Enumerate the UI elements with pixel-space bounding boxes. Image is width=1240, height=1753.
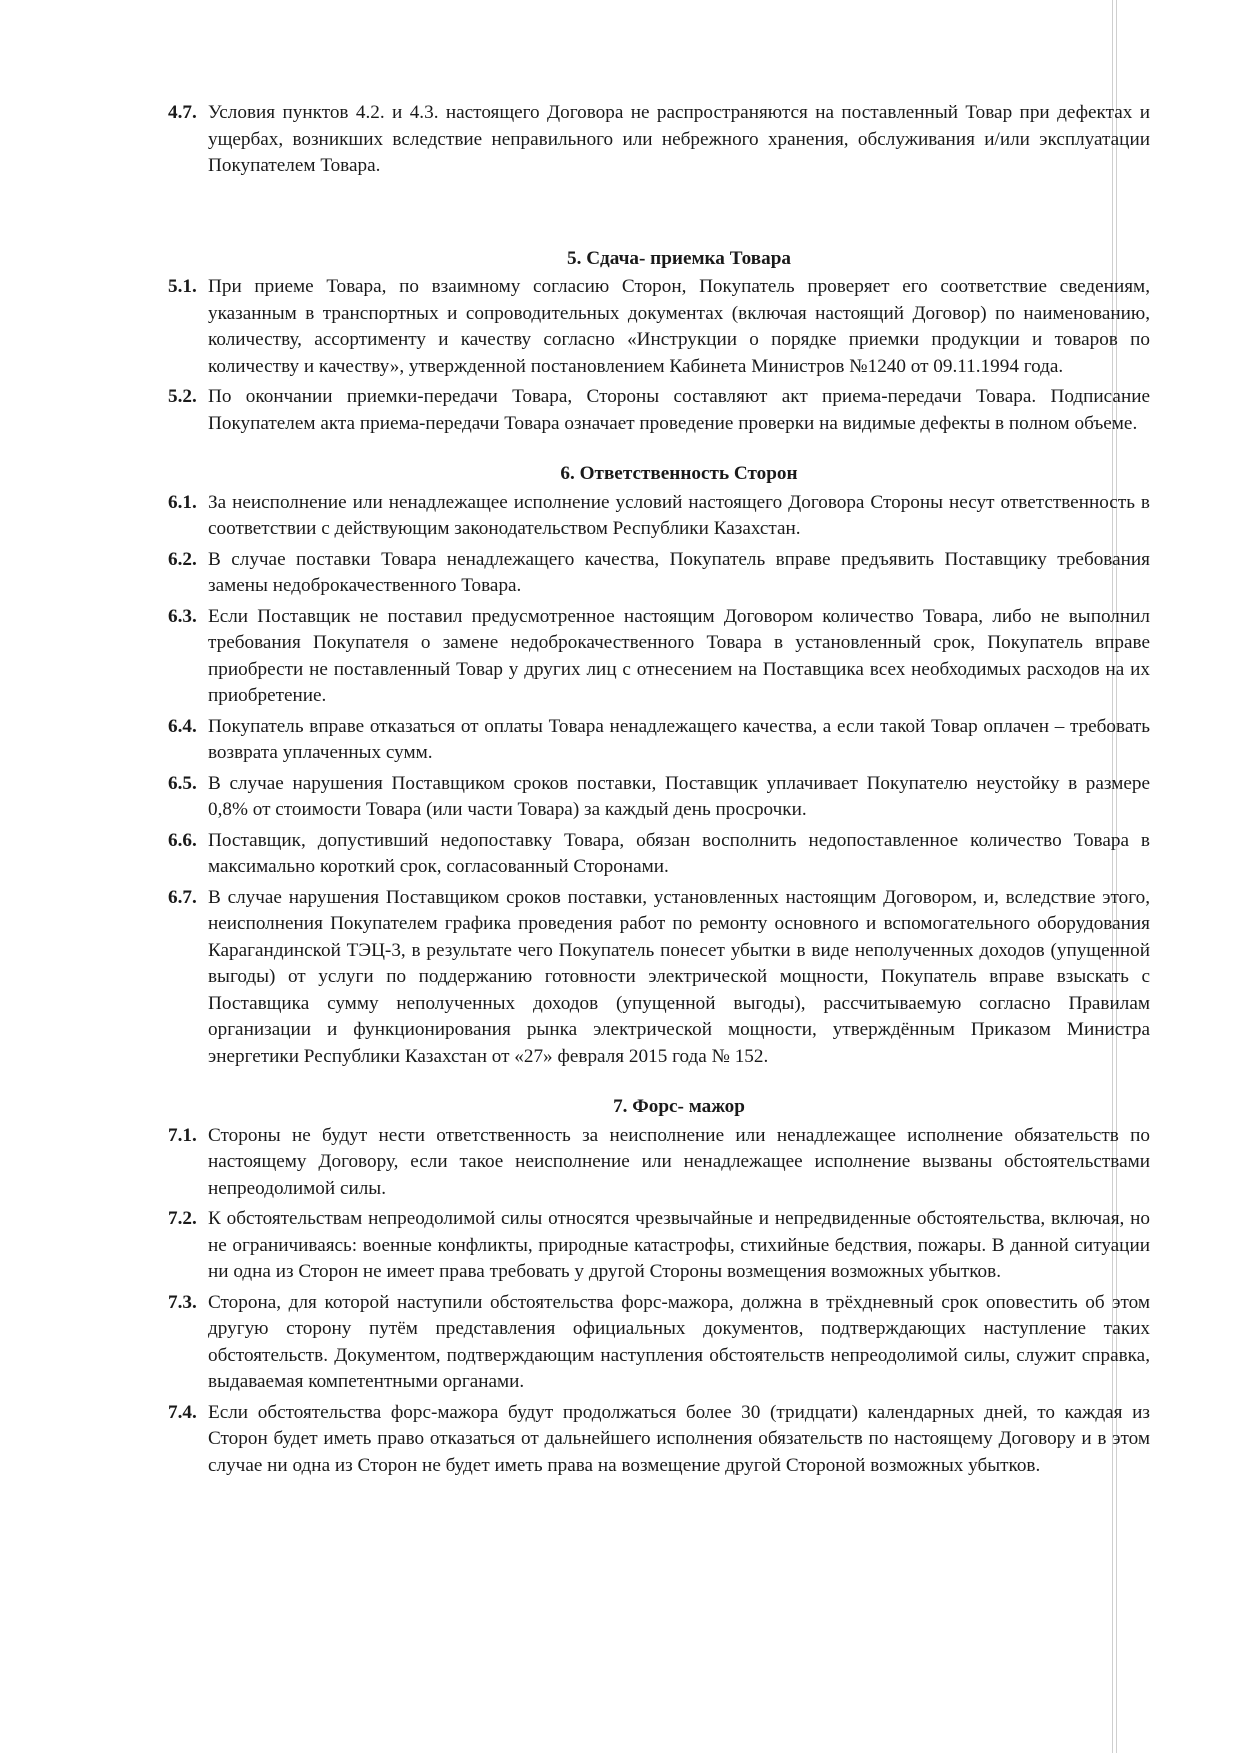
section-title-6: 6. Ответственность Сторон — [560, 463, 798, 484]
clause-number: 5.1. — [168, 276, 197, 297]
clause-text: К обстоятельствам непреодолимой силы относятся чрезвычайные и непредвиденные обстоятельства, включая, но не ограничиваясь: военные конфликты, природные катастрофы, стихийные бедствия, пожары. В данной ситуации ни одна из Сторон не имеет права требовать у другой Стороны возмещения возможных убытков. — [208, 1208, 1150, 1282]
clause-6-1 — [168, 490, 1150, 543]
clause-number: 6.3. — [168, 605, 197, 627]
clause-7-1 — [168, 1123, 1150, 1203]
document-page — [168, 100, 1150, 1483]
clause-number: 5.2. — [168, 386, 197, 407]
clause-text: Если обстоятельства форс-мажора будут продолжаться более 30 (тридцати) календарных дней, то каждая из Сторон будет иметь право отказаться от дальнейшего исполнения обязательств по настоящему Договору и в этом случае ни одна из Сторон не будет иметь права на возмещение другой Стороной возможных убытков. — [208, 1401, 1150, 1476]
clause-text: В случае нарушения Поставщиком сроков поставки, установленных настоящим Договором, и, вследствие этого, неисполнения Покупателем графика проведения работ по ремонту основного и вспомогательного оборудования Карагандинской ТЭЦ-3, в результате чего Покупатель понесет убытки в виде неполученных доходов (упущенной выгоды) от услуги по поддержанию готовности электрической мощности, Покупатель вправе взыскать с Поставщика сумму неполученных доходов (упущенной выгоды), рассчитываемую согласно Правилам организации и функционирования рынка электрической мощности, утверждённым Приказом Министра энергетики Республики Казахстан от «27» февраля 2015 года № 152. — [208, 886, 1150, 1067]
clause-text: Стороны не будут нести ответственность за неисполнение или ненадлежащее исполнение обязательств по настоящему Договору, если такое неисполнение или ненадлежащее исполнение вызваны обстоятельствами непреодолимой силы. — [208, 1124, 1150, 1199]
clause-text: Условия пунктов 4.2. и 4.3. настоящего Договора не распространяются на поставленный Товар при дефектах и ущербах, возникших вследствие неправильного или небрежного хранения, обслуживания и/или эксплуатации Покупателем Товара. — [208, 102, 1150, 176]
clause-7-2 — [168, 1206, 1150, 1286]
clause-text: В случае поставки Товара ненадлежащего качества, Покупатель вправе предъявить Поставщику требования замены недоброкачественного Товара. — [208, 548, 1150, 596]
clause-number: 6.7. — [168, 886, 197, 908]
clause-number: 6.5. — [168, 772, 197, 794]
clause-number: 7.4. — [168, 1401, 197, 1423]
clause-number: 7.3. — [168, 1291, 197, 1313]
clause-6-5 — [168, 771, 1150, 824]
clause-number: 6.2. — [168, 548, 197, 570]
section-gap — [168, 184, 1150, 222]
clause-6-3 — [168, 604, 1150, 710]
clause-number: 6.6. — [168, 829, 197, 851]
clause-text: В случае нарушения Поставщиком сроков поставки, Поставщик уплачивает Покупателю неустойку в размере 0,8% от стоимости Товара (или части Товара) за каждый день просрочки. — [208, 772, 1150, 820]
clause-text: Поставщик, допустивший недопоставку Товара, обязан восполнить недопоставленное количество Товара в максимально короткий срок, согласованный Сторонами. — [208, 829, 1150, 877]
clause-number: 6.1. — [168, 491, 197, 513]
clause-number: 7.1. — [168, 1124, 197, 1146]
clause-text: За неисполнение или ненадлежащее исполнение условий настоящего Договора Стороны несут ответственность в соответствии с действующим законодательством Республики Казахстан. — [208, 491, 1150, 539]
clause-7-4 — [168, 1400, 1150, 1480]
clause-number: 7.2. — [168, 1208, 197, 1229]
clause-number: 6.4. — [168, 715, 197, 737]
clause-text: По окончании приемки-передачи Товара, Стороны составляют акт приема-передачи Товара. Подписание Покупателем акта приема-передачи Товара означает проведение проверки на видимые дефекты в полном объеме. — [208, 386, 1150, 434]
clause-text: Если Поставщик не поставил предусмотренное настоящим Договором количество Товара, либо не выполнил требования Покупателя о замене недоброкачественного Товара в установленный срок, Покупатель вправе приобрести не поставленный Товар у других лиц с отнесением на Поставщика всех необходимых расходов на их приобретение. — [208, 605, 1150, 706]
section-title-7: 7. Форс- мажор — [613, 1096, 745, 1117]
clause-5-1 — [168, 274, 1150, 380]
clause-6-2 — [168, 547, 1150, 600]
clause-6-6 — [168, 828, 1150, 881]
clause-6-4 — [168, 714, 1150, 767]
clause-text: При приеме Товара, по взаимному согласию Сторон, Покупатель проверяет его соответствие сведениям, указанным в транспортных и сопроводительных документах (включая настоящий Договор) по наименованию, количеству, ассортименту и качеству согласно «Инструкции о порядке приемки продукции и товаров по количеству и качеству», утвержденной постановлением Кабинета Министров №1240 от 09.11.1994 года. — [208, 276, 1150, 377]
clause-text: Сторона, для которой наступили обстоятельства форс-мажора, должна в трёхдневный срок оповестить об этом другую сторону путём представления официальных документов, подтверждающих наступление таких обстоятельств. Документом, подтверждающим наступления обстоятельств непреодолимой силы, служит справка, выдаваемая компетентными органами. — [208, 1291, 1150, 1392]
clause-7-3 — [168, 1290, 1150, 1396]
section-title-5: 5. Сдача- приемка Товара — [567, 247, 791, 269]
clause-5-2 — [168, 384, 1150, 437]
clause-4-7 — [168, 100, 1150, 180]
clause-text: Покупатель вправе отказаться от оплаты Товара ненадлежащего качества, а если такой Товар оплачен – требовать возврата уплаченных сумм. — [208, 715, 1150, 763]
clause-6-7 — [168, 885, 1150, 1071]
clause-number: 4.7. — [168, 102, 197, 123]
